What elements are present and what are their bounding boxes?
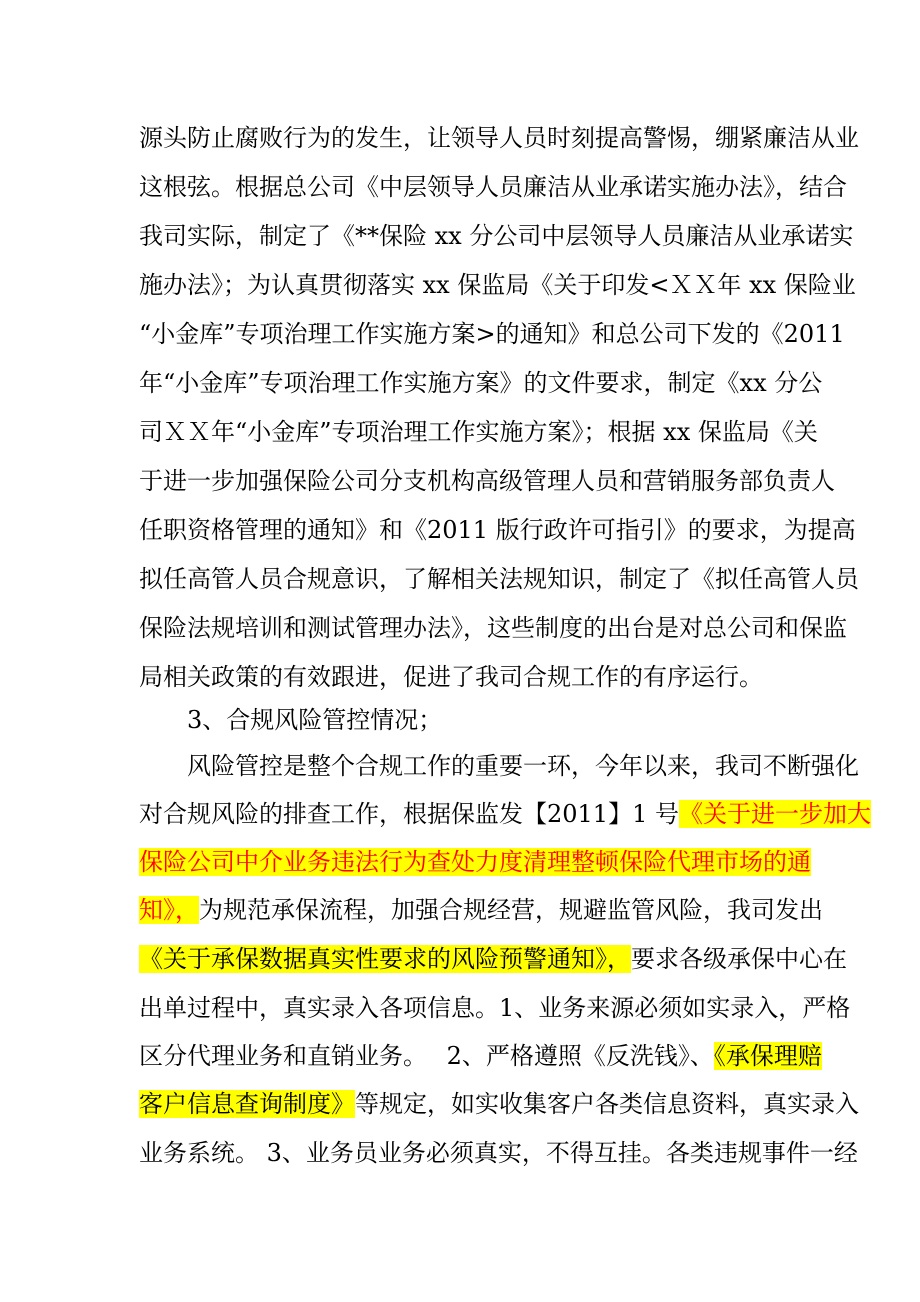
text-segment: 我司实际，制定了《**保险 xx 分公司中层领导人员廉洁从业承诺实 [139, 222, 854, 250]
highlighted-text: 《关于承保数据真实性要求的风险预警通知》， [139, 945, 631, 973]
highlighted-text: 保险公司中介业务违法行为查处力度清理整顿保险代理市场的通 [139, 848, 811, 876]
text-segment: 等规定，如实收集客户各类信息资料，真实录入 [355, 1090, 859, 1118]
text-line [139, 167, 847, 207]
text-segment: 施办法》；为认真贯彻落实 xx 保监局《关于印发<ＸＸ年 xx 保险业 [139, 271, 856, 299]
text-segment: 这根弦。根据总公司《中层领导人员廉洁从业承诺实施办法》，结合 [139, 173, 847, 201]
text-segment: 区分代理业务和直销业务。 2、严格遵照《反洗钱》、 [139, 1042, 714, 1070]
text-segment: 业务系统。 3、业务员业务必须真实，不得互挂。各类违规事件一经 [139, 1139, 858, 1167]
text-segment: 拟任高管人员合规意识，了解相关法规知识，制定了《拟任高管人员 [139, 565, 859, 593]
text-line [139, 412, 818, 452]
text-line [187, 746, 859, 786]
text-line [139, 608, 847, 648]
text-segment: 于进一步加强保险公司分支机构高级管理人员和营销服务部负责人 [139, 467, 835, 495]
text-segment: 要求各级承保中心在 [631, 945, 847, 973]
highlighted-text: 《关于进一步加大 [678, 800, 871, 828]
text-line [139, 988, 851, 1028]
text-segment: 保险法规培训和测试管理办法》，这些制度的出台是对总公司和保监 [139, 614, 847, 642]
text-line [139, 1133, 858, 1173]
highlighted-text: 《承保理赔 [713, 1042, 822, 1070]
text-segment: 司ＸＸ年“小金库”专项治理工作实施方案》；根据 xx 保监局《关 [139, 418, 818, 446]
text-segment: 源头防止腐败行为的发生，让领导人员时刻提高警惕，绷紧廉洁从业 [139, 124, 859, 152]
text-line [139, 314, 845, 354]
text-segment: 局相关政策的有效跟进，促进了我司合规工作的有序运行。 [139, 663, 763, 691]
text-line [139, 657, 795, 697]
text-line [139, 559, 859, 599]
text-segment: 对合规风险的排查工作，根据保监发【2011】1 号 [139, 800, 679, 828]
text-line [139, 939, 847, 979]
text-segment: 年“小金库”专项治理工作实施方案》的文件要求，制定《xx 分公 [139, 369, 823, 397]
text-segment: 风险管控是整个合规工作的重要一环，今年以来，我司不断强化 [187, 752, 859, 780]
text-line [139, 510, 856, 550]
text-line [139, 363, 823, 403]
text-line [139, 890, 823, 930]
text-line [139, 1084, 859, 1124]
text-segment: 为规范承保流程，加强合规经营，规避监管风险，我司发出 [199, 896, 823, 924]
text-line [139, 1036, 822, 1076]
highlighted-text: 客户信息查询制度》 [139, 1090, 355, 1118]
text-line [139, 461, 835, 501]
highlighted-text: 知》， [139, 896, 199, 924]
section-heading [187, 700, 795, 740]
text-line [139, 265, 856, 305]
text-line [139, 118, 859, 158]
text-segment: 出单过程中，真实录入各项信息。1、业务来源必须如实录入，严格 [139, 994, 851, 1022]
text-line [139, 842, 811, 882]
text-segment: 任职资格管理的通知》和《2011 版行政许可指引》的要求，为提高 [139, 516, 856, 544]
text-line [139, 216, 854, 256]
text-segment: 3、合规风险管控情况； [187, 706, 443, 734]
text-line [139, 794, 871, 834]
text-segment: “小金库”专项治理工作实施方案>的通知》和总公司下发的《2011 [139, 320, 845, 348]
